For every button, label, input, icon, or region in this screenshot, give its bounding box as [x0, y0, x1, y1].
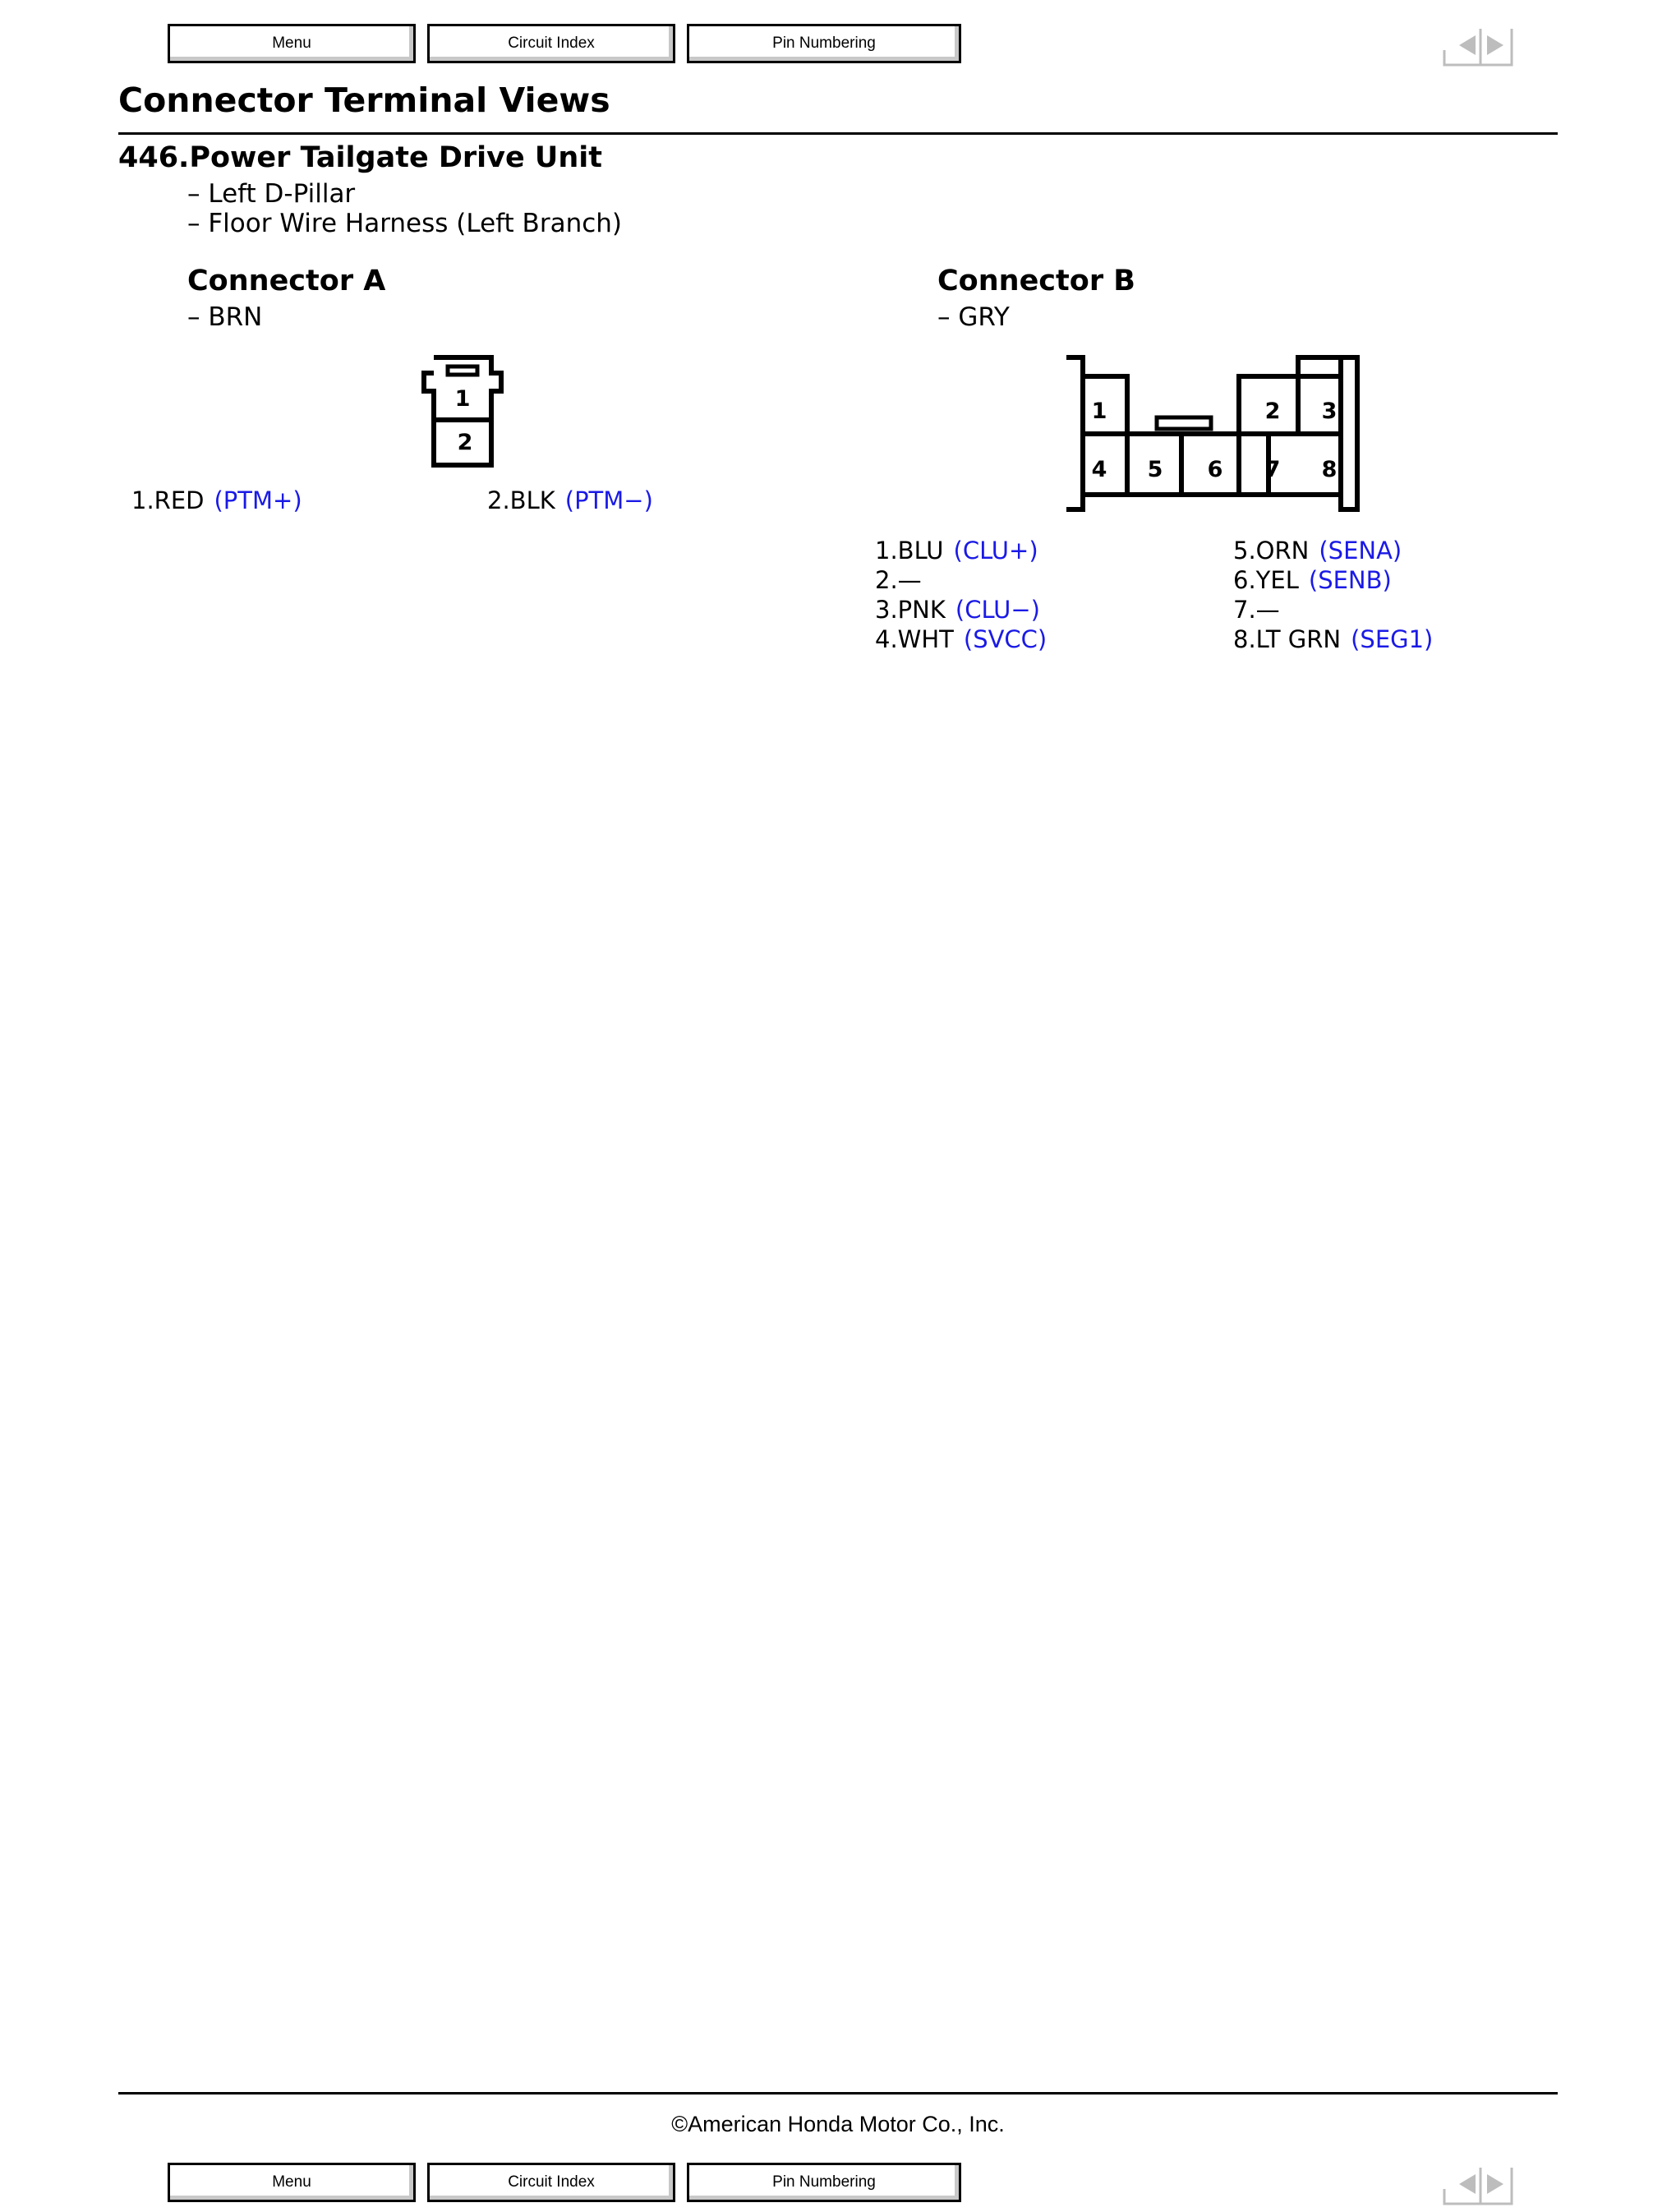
- next-page-icon[interactable]: [1487, 35, 1503, 55]
- pin-function: (PTM−): [564, 486, 653, 514]
- connector-a-pin-label: 2: [457, 430, 473, 455]
- wire-color: BLK: [509, 486, 555, 514]
- connector-b-pin-4: [875, 625, 1047, 653]
- connector-b-pin-label: 8: [1321, 457, 1338, 482]
- connector-a-pin-2: [487, 486, 653, 514]
- connector-b-pin-7: [1233, 596, 1280, 624]
- pin-number: 3.: [875, 596, 898, 624]
- connector-b-title: Connector B: [937, 265, 1135, 297]
- wire-color: WHT: [897, 625, 954, 653]
- pin-function: (PTM+): [214, 486, 302, 514]
- pin-number: 4.: [875, 625, 898, 653]
- footer-divider: [118, 2092, 1558, 2094]
- connector-a-pin-1: [131, 486, 302, 514]
- pin-function: (CLU−): [955, 596, 1040, 624]
- pin-number: 5.: [1233, 537, 1256, 565]
- pin-function: (CLU+): [953, 537, 1038, 565]
- connector-a-pin-label: 1: [454, 386, 471, 412]
- connector-b-pin-3: [875, 596, 1040, 624]
- connector-b-color: – GRY: [937, 302, 1010, 332]
- wire-color: YEL: [1255, 566, 1299, 594]
- copyright: ©American Honda Motor Co., Inc.: [671, 2112, 1005, 2136]
- wire-color: LT GRN: [1255, 625, 1342, 653]
- wire-color: ORN: [1255, 537, 1310, 565]
- next-page-icon[interactable]: [1487, 2174, 1503, 2194]
- location-line: – Floor Wire Harness (Left Branch): [187, 209, 622, 238]
- connector-b-pin-label: 3: [1321, 399, 1338, 424]
- connector-b-pin-label: 5: [1147, 457, 1163, 482]
- pin-function: (SEG1): [1351, 625, 1434, 653]
- connector-b-pin-label: 2: [1264, 399, 1281, 424]
- wire-color: RED: [154, 486, 205, 514]
- connector-a-diagram: [419, 355, 506, 473]
- page-navigator: [1443, 25, 1513, 67]
- pin-number: 1.: [131, 486, 154, 514]
- connector-a-title: Connector A: [187, 265, 386, 297]
- pin-numbering-button[interactable]: Pin Numbering: [687, 24, 961, 63]
- connector-b-pin-6: [1233, 566, 1392, 594]
- pin-function: (SENA): [1319, 537, 1402, 565]
- top-nav: [0, 24, 1676, 73]
- unit-title: 446.Power Tailgate Drive Unit: [118, 141, 602, 174]
- circuit-index-button[interactable]: Circuit Index: [427, 24, 675, 63]
- connector-b-pin-2: [875, 566, 922, 594]
- location-line: – Left D-Pillar: [187, 179, 356, 209]
- connector-b-pin-8: [1233, 625, 1433, 653]
- previous-page-icon[interactable]: [1459, 2174, 1476, 2194]
- circuit-index-button[interactable]: Circuit Index: [427, 2163, 675, 2202]
- wire-color: PNK: [897, 596, 946, 624]
- connector-b-pin-label: 1: [1091, 399, 1107, 424]
- connector-b-pin-label: 7: [1264, 457, 1281, 482]
- connector-b-pin-1: [875, 537, 1038, 565]
- previous-page-icon[interactable]: [1459, 35, 1476, 55]
- menu-button[interactable]: Menu: [168, 24, 416, 63]
- pin-number: 2.: [487, 486, 510, 514]
- pin-number: 7.: [1233, 596, 1256, 624]
- connector-a-color: – BRN: [187, 302, 263, 332]
- wire-color: BLU: [897, 537, 944, 565]
- pin-number: 1.: [875, 537, 898, 565]
- bottom-nav: [0, 2163, 1676, 2212]
- header-divider: [118, 132, 1558, 135]
- wire-color: —: [1255, 596, 1280, 624]
- page-title: Connector Terminal Views: [118, 81, 610, 120]
- connector-b-diagram: [1063, 355, 1364, 519]
- pin-number: 2.: [875, 566, 898, 594]
- page-navigator: [1443, 2164, 1513, 2205]
- connector-b-pin-label: 6: [1207, 457, 1223, 482]
- pin-function: (SENB): [1308, 566, 1392, 594]
- connector-b-pin-5: [1233, 537, 1402, 565]
- pin-number: 8.: [1233, 625, 1256, 653]
- wire-color: —: [897, 566, 922, 594]
- pin-function: (SVCC): [963, 625, 1048, 653]
- menu-button[interactable]: Menu: [168, 2163, 416, 2202]
- connector-b-pin-label: 4: [1091, 457, 1107, 482]
- pin-numbering-button[interactable]: Pin Numbering: [687, 2163, 961, 2202]
- pin-number: 6.: [1233, 566, 1256, 594]
